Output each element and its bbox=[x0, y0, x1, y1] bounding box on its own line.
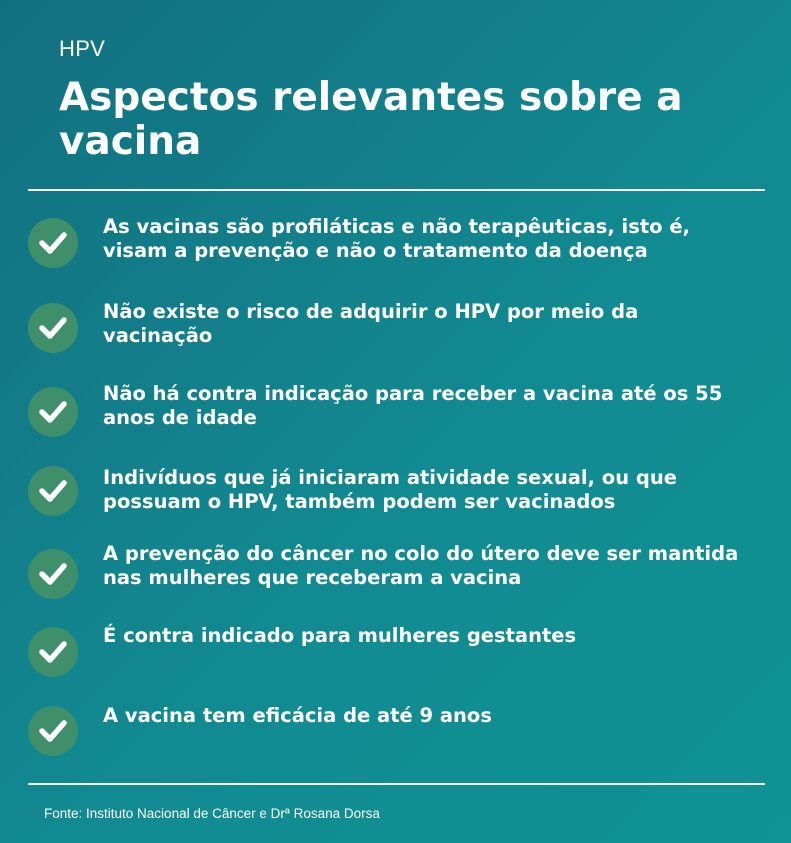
check-icon bbox=[28, 627, 78, 677]
check-icon bbox=[28, 706, 78, 756]
check-icon bbox=[28, 218, 78, 268]
kicker-label: HPV bbox=[59, 36, 106, 61]
list-item-text: A prevenção do câncer no colo do útero deve ser mantida nas mulheres que receberam a vacina bbox=[103, 542, 739, 589]
bottom-divider bbox=[28, 783, 765, 785]
list-item-text: Indivíduos que já iniciaram atividade sexual, ou que possuam o HPV, também podem ser vacinados bbox=[103, 466, 677, 513]
page-title: Aspectos relevantes sobre a vacina bbox=[59, 75, 683, 164]
list-item-text: Não há contra indicação para receber a vacina até os 55 anos de idade bbox=[103, 382, 723, 429]
check-icon bbox=[28, 303, 78, 353]
check-icon bbox=[28, 549, 78, 599]
list-item-text: As vacinas são profiláticas e não terapêuticas, isto é, visam a prevenção e não o tratamento da doença bbox=[103, 215, 690, 262]
source-note: Fonte: Instituto Nacional de Câncer e Drª Rosana Dorsa bbox=[44, 806, 380, 821]
check-icon bbox=[28, 466, 78, 516]
list-item-text: É contra indicado para mulheres gestantes bbox=[103, 624, 577, 647]
top-divider bbox=[28, 189, 765, 191]
check-icon bbox=[28, 387, 78, 437]
list-item-text: A vacina tem eficácia de até 9 anos bbox=[103, 704, 492, 727]
list-item-text: Não existe o risco de adquirir o HPV por meio da vacinação bbox=[103, 300, 639, 347]
